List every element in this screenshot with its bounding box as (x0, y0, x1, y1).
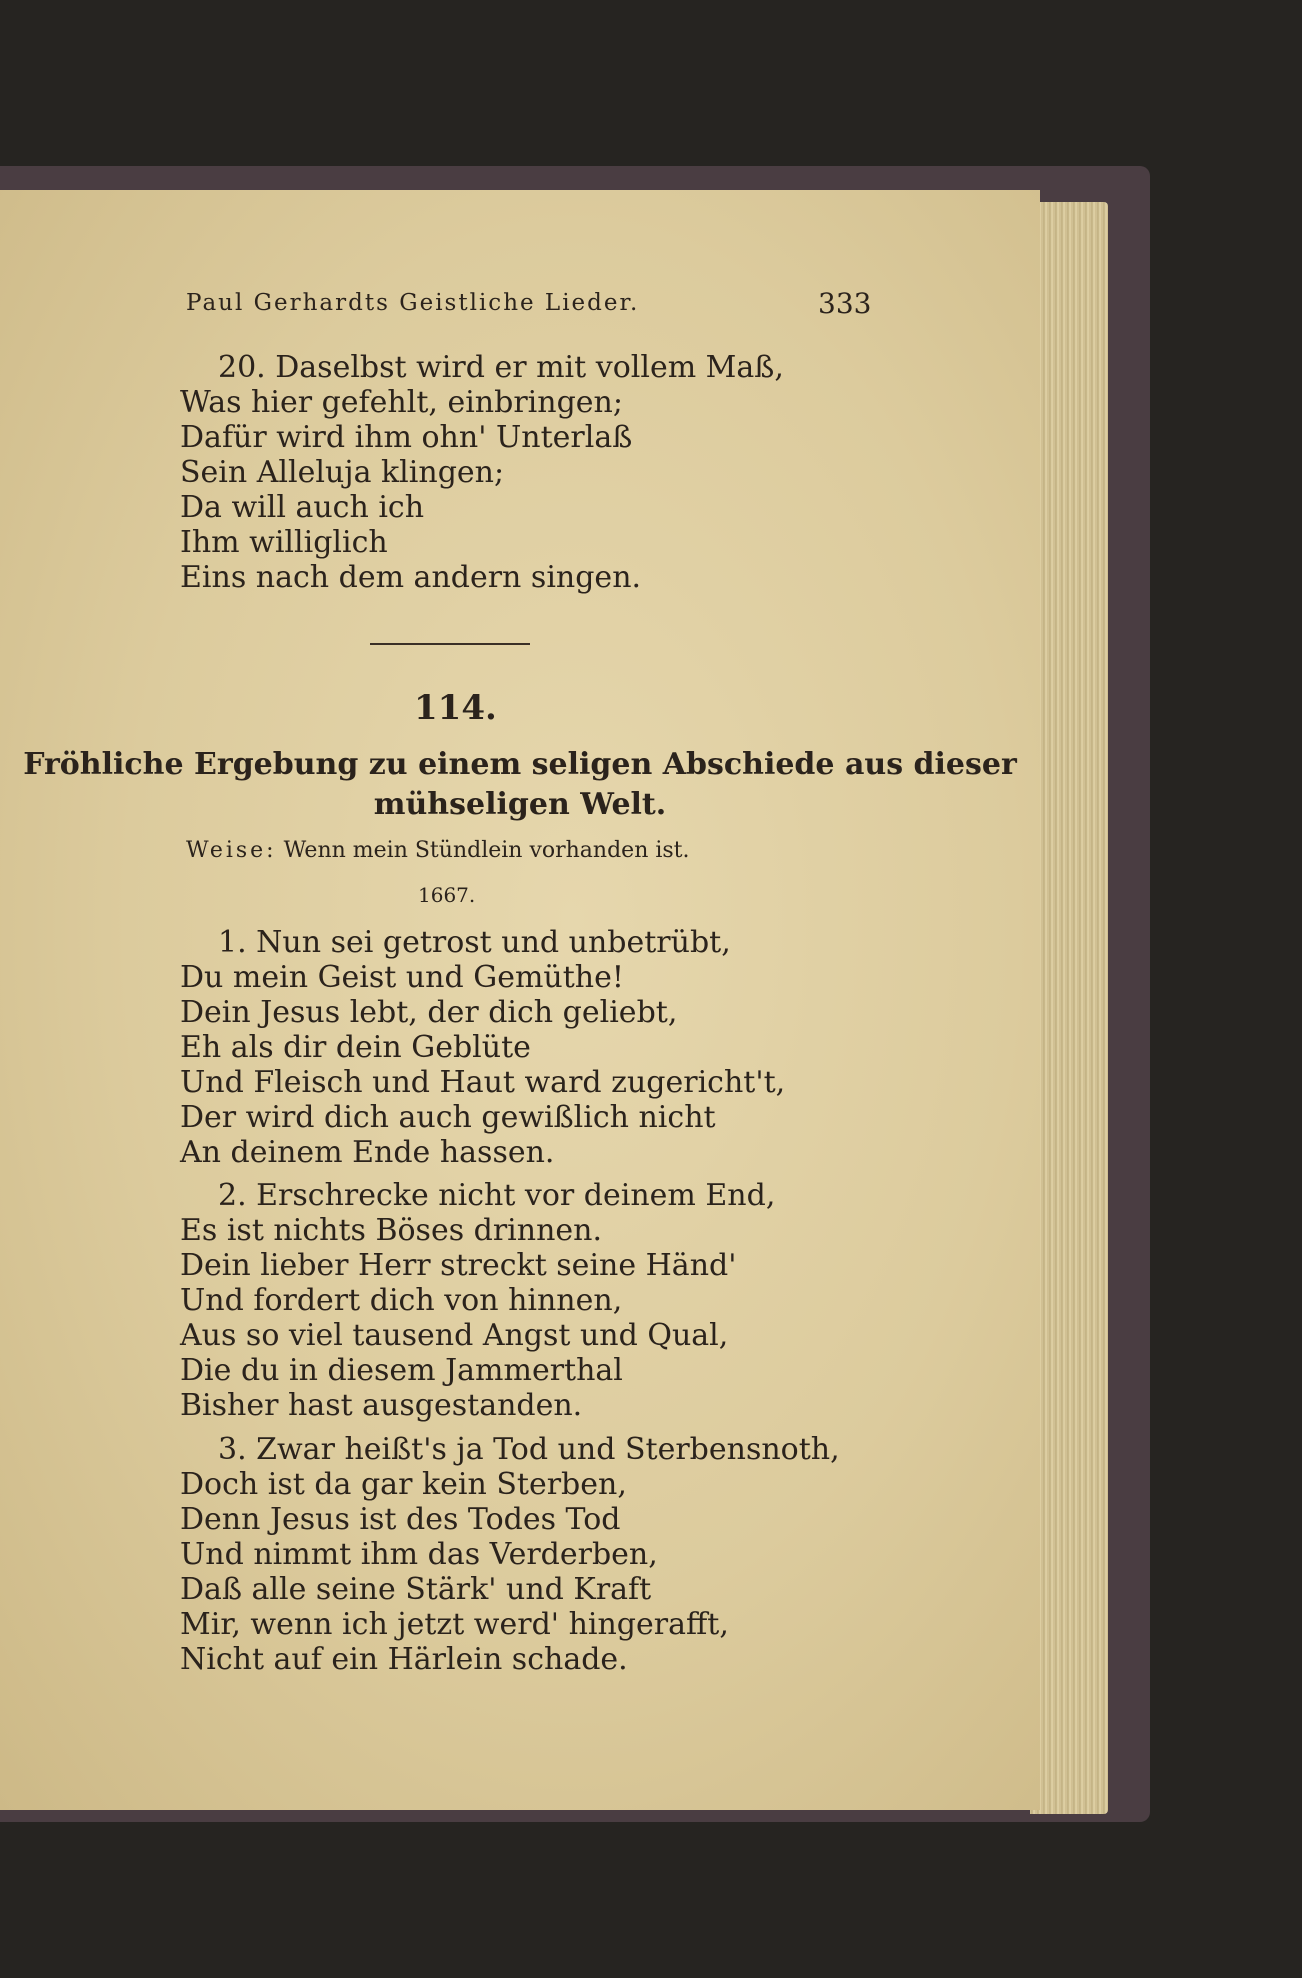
verse-line: Dein lieber Herr streckt seine Händ' (180, 1248, 737, 1283)
verse-line: Doch ist da gar kein Sterben, (180, 1467, 627, 1502)
verse-line: Denn Jesus ist des Todes Tod (180, 1502, 621, 1537)
hymn-number: 114. (414, 688, 497, 728)
hymn-stanza-1 (180, 925, 785, 1170)
hymn-stanza-2 (180, 1178, 775, 1423)
verse-line: 20. Daselbst wird er mit vollem Maß, (218, 350, 784, 385)
running-head: Paul Gerhardts Geistliche Lieder. (186, 290, 640, 316)
hymn-stanza-3 (180, 1432, 840, 1677)
verse-line: Und nimmt ihm das Verderben, (180, 1537, 658, 1572)
verse-line: Sein Alleluja klingen; (180, 455, 505, 490)
verse-line: Ihm williglich (180, 525, 388, 560)
melody-name: Wenn mein Stündlein vorhanden ist. (283, 838, 690, 863)
verse-line: Eins nach dem andern singen. (180, 560, 642, 595)
verse-line: Nicht auf ein Härlein schade. (180, 1642, 628, 1677)
previous-hymn-stanza-20 (180, 350, 784, 595)
hymn-title (0, 745, 1040, 825)
verse-line: Dein Jesus lebt, der dich geliebt, (180, 995, 678, 1030)
melody-label: Weise: (186, 838, 277, 863)
verse-line: 2. Erschrecke nicht vor deinem End, (218, 1178, 776, 1213)
verse-line: An deinem Ende hassen. (180, 1135, 555, 1170)
verse-line: Aus so viel tausend Angst und Qual, (180, 1318, 729, 1353)
verse-line: Und fordert dich von hinnen, (180, 1283, 623, 1318)
verse-line: Mir, wenn ich jetzt werd' hingerafft, (180, 1607, 729, 1642)
verse-line: Dafür wird ihm ohn' Unterlaß (180, 420, 633, 455)
verse-line: Bisher hast ausgestanden. (180, 1388, 583, 1423)
verse-line: 3. Zwar heißt's ja Tod und Sterbensnoth, (218, 1432, 840, 1467)
melody-reference (186, 838, 690, 863)
section-divider (370, 643, 530, 645)
hymn-year: 1667. (418, 883, 476, 907)
verse-line: Da will auch ich (180, 490, 425, 525)
verse-line: Der wird dich auch gewißlich nicht (180, 1100, 716, 1135)
verse-line: 1. Nun sei getrost und unbetrübt, (218, 925, 731, 960)
verse-line: Die du in diesem Jammerthal (180, 1353, 623, 1388)
verse-line: Du mein Geist und Gemüthe! (180, 960, 624, 995)
verse-line: Daß alle seine Stärk' und Kraft (180, 1572, 652, 1607)
verse-line: Und Fleisch und Haut ward zugericht't, (180, 1065, 786, 1100)
hymn-title-line: Fröhliche Ergebung zu einem seligen Abschiede aus dieser (23, 747, 1017, 782)
hymn-title-line: mühseligen Welt. (373, 787, 667, 822)
page-edges (1030, 202, 1108, 1814)
verse-line: Eh als dir dein Geblüte (180, 1030, 531, 1065)
verse-line: Was hier gefehlt, einbringen; (180, 385, 623, 420)
page-number: 333 (818, 287, 872, 320)
verse-line: Es ist nichts Böses drinnen. (180, 1213, 603, 1248)
